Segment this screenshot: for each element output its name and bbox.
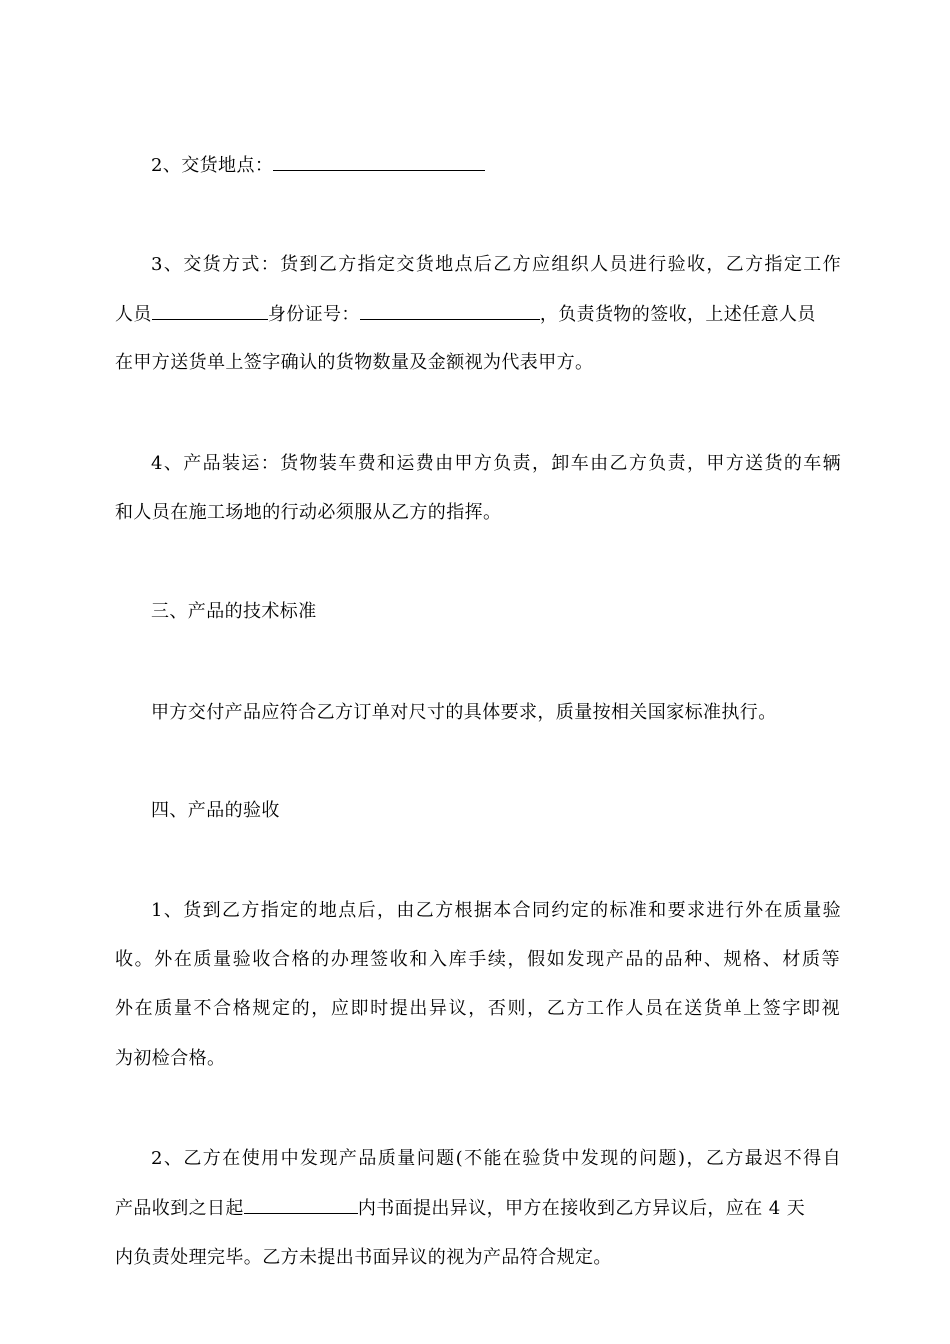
acceptance-item2-line-2 [115,1197,840,1220]
section-four-heading: 四、产品的验收 [151,800,280,821]
delivery-location-label: 2、交货地点： [151,155,274,176]
acceptance-item1-line-1: 1、货到乙方指定的地点后，由乙方根据本合同约定的标准和要求进行外在质量验 [151,900,841,921]
delivery-method-line-1: 3、交货方式：货到乙方指定交货地点后乙方应组织人员进行验收，乙方指定工作 [151,254,841,275]
section-three-heading: 三、产品的技术标准 [151,601,317,622]
receipt-date-label: 产品收到之日起 [115,1198,244,1219]
objection-period-blank [244,1197,358,1214]
delivery-method-line-3: 在甲方送货单上签字确认的货物数量及金额视为代表甲方。 [115,352,594,373]
acceptance-item2-line-2-tail: 内书面提出异议，甲方在接收到乙方异议后，应在 4 天 [357,1198,806,1219]
acceptance-item2-line-3: 内负责处理完毕。乙方未提出书面异议的视为产品符合规定。 [115,1247,612,1268]
acceptance-item1-line-3: 外在质量不合格规定的，应即时提出异议，否则，乙方工作人员在送货单上签字即视 [115,998,840,1019]
delivery-location-blank [273,154,485,171]
id-number-blank [360,303,540,320]
acceptance-item2-line-1: 2、乙方在使用中发现产品质量问题(不能在验货中发现的问题)，乙方最迟不得自 [151,1148,841,1169]
acceptance-item1-line-2: 收。外在质量验收合格的办理签收和入库手续，假如发现产品的品种、规格、材质等 [115,949,840,970]
section-three-body: 甲方交付产品应符合乙方订单对尺寸的具体要求，质量按相关国家标准执行。 [151,702,777,723]
staff-label: 人员 [115,304,152,325]
acceptance-item1-line-4: 为初检合格。 [115,1048,226,1069]
shipping-line-1: 4、产品装运：货物装车费和运费由甲方负责，卸车由乙方负责，甲方送货的车辆 [151,453,841,474]
staff-name-blank [152,303,268,320]
id-number-label: 身份证号： [267,304,360,325]
shipping-line-2: 和人员在施工场地的行动必须服从乙方的指挥。 [115,502,502,523]
delivery-method-line-2-tail: ，负责货物的签收，上述任意人员 [539,304,816,325]
delivery-method-line-2 [115,303,840,326]
delivery-location-line [151,154,841,177]
